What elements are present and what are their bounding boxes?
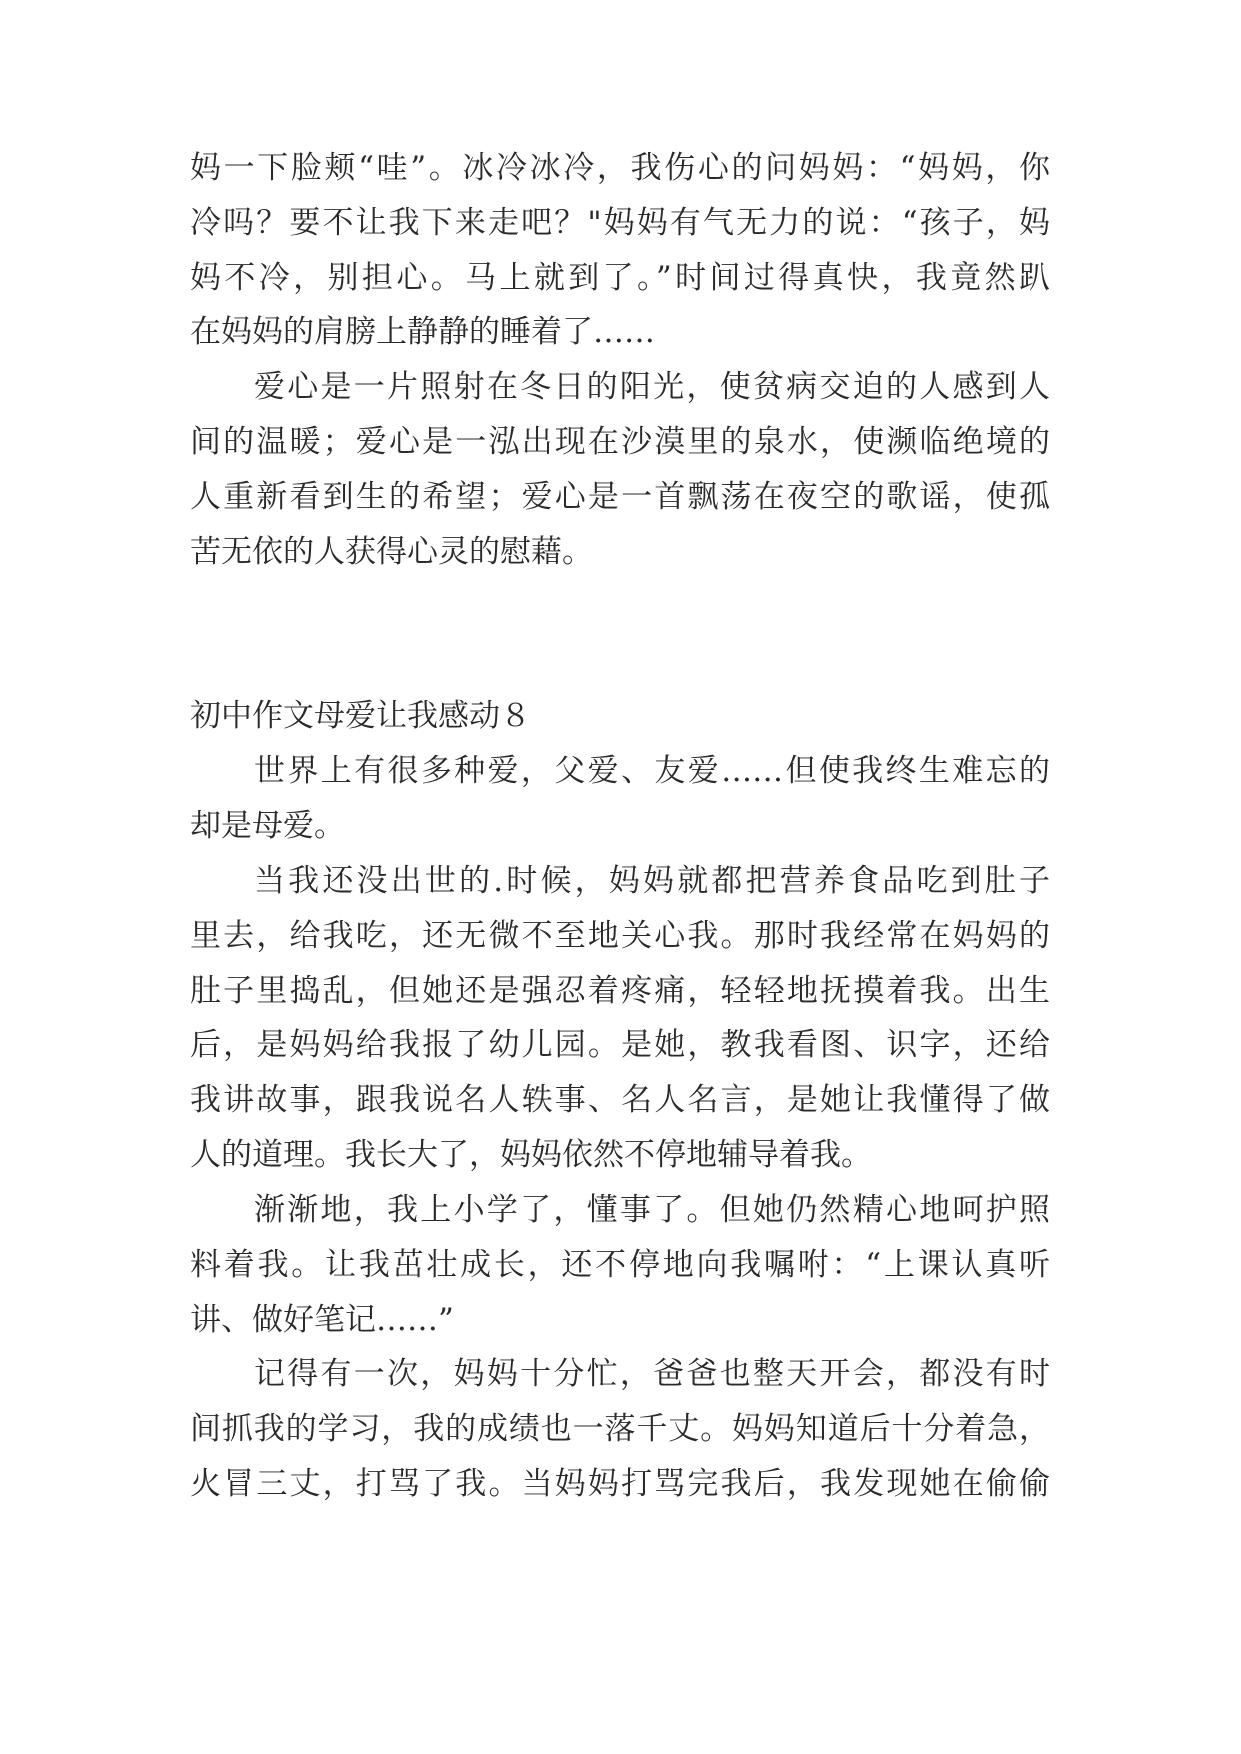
text-line: 妈一下脸颊“哇”。冰冷冰冷，我伤心的问妈妈：“妈妈，你	[190, 150, 1050, 186]
text-line: 火冒三丈，打骂了我。当妈妈打骂完我后，我发现她在偷偷	[190, 1466, 1050, 1502]
text-line: 苦无依的人获得心灵的慰藉。	[190, 534, 593, 570]
text-line: 却是母爱。	[190, 808, 345, 844]
text-line: 当我还没出世的.时候，妈妈就都把营养食品吃到肚子	[254, 863, 1050, 899]
text-line: 后，是妈妈给我报了幼儿园。是她，教我看图、识字，还给	[190, 1027, 1050, 1063]
text-line: 人重新看到生的希望；爱心是一首飘荡在夜空的歌谣，使孤	[190, 479, 1050, 515]
section-heading: 初中作文母爱让我感动８	[190, 698, 531, 734]
text-line: 爱心是一片照射在冬日的阳光，使贫病交迫的人感到人	[254, 369, 1050, 405]
text-line: 料着我。让我茁壮成长，还不停地向我嘱咐：“上课认真听	[190, 1247, 1050, 1283]
text-line: 世界上有很多种爱，父爱、友爱……但使我终生难忘的	[254, 753, 1050, 789]
text-line: 妈不冷，别担心。马上就到了。”时间过得真快，我竟然趴	[190, 260, 1050, 296]
text-line: 间抓我的学习，我的成绩也一落千丈。妈妈知道后十分着急，	[190, 1411, 1050, 1447]
text-line: 人的道理。我长大了，妈妈依然不停地辅导着我。	[190, 1137, 872, 1173]
text-line: 讲、做好笔记……”	[190, 1302, 454, 1338]
text-line: 记得有一次，妈妈十分忙，爸爸也整天开会，都没有时	[254, 1356, 1050, 1392]
text-line: 间的温暖；爱心是一泓出现在沙漠里的泉水，使濒临绝境的	[190, 424, 1050, 460]
text-line: 冷吗？要不让我下来走吧？"妈妈有气无力的说：“孩子，妈	[190, 205, 1050, 241]
text-line: 我讲故事，跟我说名人轶事、名人名言，是她让我懂得了做	[190, 1082, 1050, 1118]
text-line: 在妈妈的肩膀上静静的睡着了……	[190, 314, 655, 350]
text-line: 里去，给我吃，还无微不至地关心我。那时我经常在妈妈的	[190, 918, 1050, 954]
text-line: 肚子里捣乱，但她还是强忍着疼痛，轻轻地抚摸着我。出生	[190, 973, 1050, 1009]
text-line: 渐渐地，我上小学了，懂事了。但她仍然精心地呵护照	[254, 1192, 1050, 1228]
